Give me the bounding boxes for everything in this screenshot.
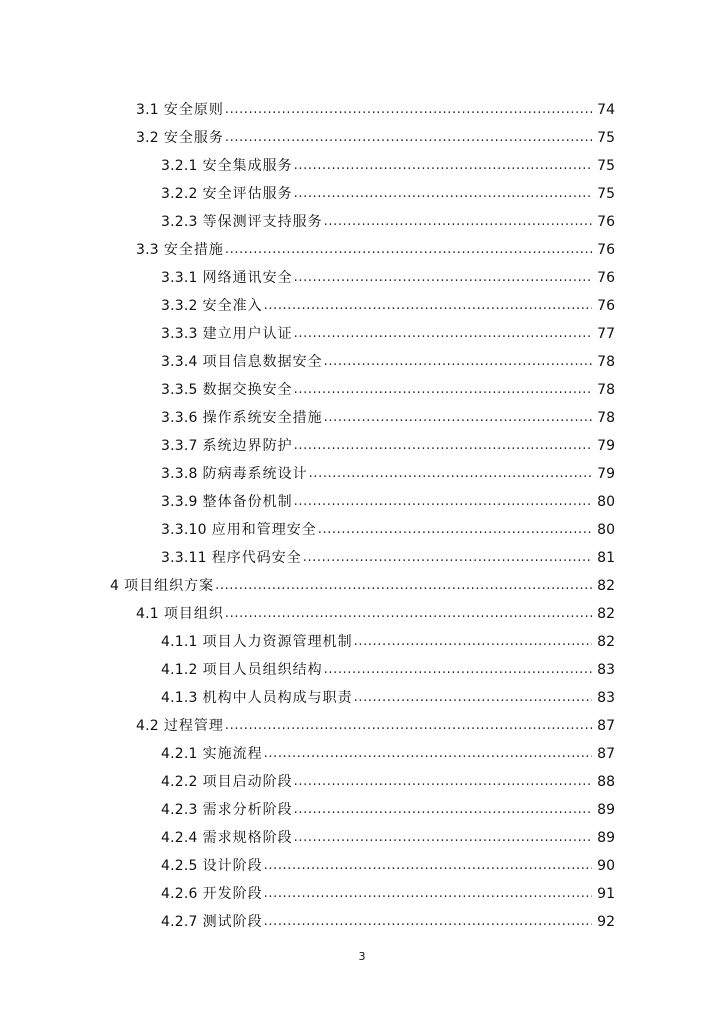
toc-dot-leader — [294, 184, 592, 204]
toc-entry-number: 4.2.6 — [161, 886, 198, 902]
toc-entry-title: 项目组织 — [163, 606, 224, 622]
toc-entry-title: 建立用户认证 — [202, 326, 293, 342]
toc-entry-page-number: 79 — [597, 466, 615, 482]
toc-entry-page-number: 75 — [597, 130, 615, 146]
toc-entry-page-number: 75 — [597, 158, 615, 174]
toc-dot-leader — [225, 128, 592, 148]
toc-dot-leader — [294, 772, 592, 792]
toc-entry-title: 安全措施 — [163, 242, 224, 258]
toc-dot-leader — [294, 828, 592, 848]
toc-entry[interactable] — [0, 512, 724, 540]
toc-entry-number: 3.1 — [136, 102, 159, 118]
toc-entry-page-number: 91 — [597, 886, 615, 902]
toc-entry-title: 需求分析阶段 — [202, 802, 293, 818]
toc-dot-leader — [294, 380, 592, 400]
toc-entry-number: 3.3.1 — [161, 270, 198, 286]
toc-entry-number: 3.3.3 — [161, 326, 198, 342]
toc-entry-title: 程序代码安全 — [211, 550, 302, 566]
toc-dot-leader — [264, 856, 592, 876]
toc-dot-leader — [309, 464, 592, 484]
toc-dot-leader — [215, 576, 592, 596]
toc-entry[interactable] — [0, 568, 724, 596]
toc-entry-number: 4.1 — [136, 606, 159, 622]
toc-entry-page-number: 87 — [597, 746, 615, 762]
toc-dot-leader — [294, 268, 592, 288]
toc-entry-number: 3.3.6 — [161, 410, 198, 426]
toc-entry-page-number: 89 — [597, 830, 615, 846]
toc-entry-title: 安全服务 — [163, 130, 224, 146]
toc-entry[interactable] — [0, 708, 724, 736]
toc-entry[interactable] — [0, 176, 724, 204]
toc-entry-page-number: 76 — [597, 298, 615, 314]
toc-entry-title: 项目人员组织结构 — [202, 662, 323, 678]
toc-dot-leader — [354, 688, 592, 708]
toc-dot-leader — [225, 100, 592, 120]
toc-dot-leader — [324, 212, 592, 232]
toc-dot-leader — [264, 296, 592, 316]
toc-entry-page-number: 76 — [597, 242, 615, 258]
toc-entry-title: 项目人力资源管理机制 — [202, 634, 353, 650]
toc-entry-title: 安全评估服务 — [202, 186, 293, 202]
toc-dot-leader — [264, 912, 592, 932]
toc-dot-leader — [264, 884, 592, 904]
toc-entry-page-number: 89 — [597, 802, 615, 818]
toc-entry-number: 4 — [110, 578, 120, 594]
toc-entry[interactable] — [0, 372, 724, 400]
toc-entry-number: 3.3.11 — [161, 550, 207, 566]
toc-entry-page-number: 76 — [597, 214, 615, 230]
toc-entry-page-number: 79 — [597, 438, 615, 454]
toc-entry-number: 3.3.9 — [161, 494, 198, 510]
toc-entry[interactable] — [0, 316, 724, 344]
toc-entry[interactable] — [0, 624, 724, 652]
toc-entry-title: 数据交换安全 — [202, 382, 293, 398]
toc-entry[interactable] — [0, 876, 724, 904]
toc-dot-leader — [294, 492, 592, 512]
toc-entry-number: 3.2.1 — [161, 158, 198, 174]
toc-entry-number: 3.3 — [136, 242, 159, 258]
toc-entry-page-number: 78 — [597, 382, 615, 398]
toc-entry[interactable] — [0, 596, 724, 624]
toc-entry-title: 实施流程 — [202, 746, 263, 762]
toc-entry[interactable] — [0, 92, 724, 120]
toc-entry-title: 应用和管理安全 — [211, 522, 317, 538]
toc-entry-title: 设计阶段 — [202, 858, 263, 874]
toc-entry[interactable] — [0, 792, 724, 820]
toc-entry[interactable] — [0, 344, 724, 372]
toc-entry[interactable] — [0, 736, 724, 764]
toc-entry-title: 测试阶段 — [202, 914, 263, 930]
toc-entry-page-number: 90 — [597, 858, 615, 874]
table-of-contents — [0, 92, 724, 932]
toc-entry-number: 4.2.4 — [161, 830, 198, 846]
toc-dot-leader — [324, 408, 592, 428]
toc-entry-page-number: 82 — [597, 578, 615, 594]
toc-entry-number: 4.2.1 — [161, 746, 198, 762]
toc-entry-title: 需求规格阶段 — [202, 830, 293, 846]
toc-entry[interactable] — [0, 820, 724, 848]
toc-entry-title: 安全原则 — [163, 102, 224, 118]
toc-entry[interactable] — [0, 232, 724, 260]
toc-entry[interactable] — [0, 904, 724, 932]
toc-entry[interactable] — [0, 680, 724, 708]
toc-entry-page-number: 80 — [597, 522, 615, 538]
toc-entry-page-number: 75 — [597, 186, 615, 202]
toc-entry[interactable] — [0, 288, 724, 316]
toc-entry-number: 4.2 — [136, 718, 159, 734]
toc-entry[interactable] — [0, 400, 724, 428]
toc-entry-number: 3.3.7 — [161, 438, 198, 454]
toc-entry-title: 网络通讯安全 — [202, 270, 293, 286]
toc-entry-number: 4.1.3 — [161, 690, 198, 706]
toc-entry-number: 3.3.4 — [161, 354, 198, 370]
toc-entry[interactable] — [0, 848, 724, 876]
toc-dot-leader — [294, 324, 592, 344]
toc-entry-number: 3.3.10 — [161, 522, 207, 538]
toc-entry-title: 系统边界防护 — [202, 438, 293, 454]
toc-entry-number: 3.2.2 — [161, 186, 198, 202]
toc-dot-leader — [225, 604, 592, 624]
toc-entry-title: 安全准入 — [202, 298, 263, 314]
toc-entry[interactable] — [0, 148, 724, 176]
toc-entry[interactable] — [0, 540, 724, 568]
toc-entry-number: 3.2.3 — [161, 214, 198, 230]
toc-entry-number: 3.3.5 — [161, 382, 198, 398]
toc-entry-number: 4.2.7 — [161, 914, 198, 930]
toc-entry-page-number: 81 — [597, 550, 615, 566]
toc-entry-page-number: 92 — [597, 914, 615, 930]
toc-dot-leader — [294, 436, 592, 456]
toc-entry-title: 操作系统安全措施 — [202, 410, 323, 426]
toc-entry-title: 安全集成服务 — [202, 158, 293, 174]
toc-entry-number: 3.3.2 — [161, 298, 198, 314]
toc-entry-page-number: 78 — [597, 410, 615, 426]
toc-entry[interactable] — [0, 120, 724, 148]
toc-entry-page-number: 83 — [597, 690, 615, 706]
toc-entry-title: 项目组织方案 — [124, 578, 215, 594]
toc-entry-number: 4.2.5 — [161, 858, 198, 874]
toc-entry[interactable] — [0, 260, 724, 288]
toc-entry-title: 机构中人员构成与职责 — [202, 690, 353, 706]
toc-entry[interactable] — [0, 484, 724, 512]
toc-entry-title: 项目信息数据安全 — [202, 354, 323, 370]
toc-entry-page-number: 83 — [597, 662, 615, 678]
toc-entry-title: 防病毒系统设计 — [202, 466, 308, 482]
toc-dot-leader — [225, 240, 592, 260]
toc-entry-page-number: 78 — [597, 354, 615, 370]
toc-entry[interactable] — [0, 204, 724, 232]
toc-entry[interactable] — [0, 428, 724, 456]
toc-entry[interactable] — [0, 456, 724, 484]
toc-entry-page-number: 82 — [597, 606, 615, 622]
toc-entry-title: 开发阶段 — [202, 886, 263, 902]
toc-dot-leader — [225, 716, 592, 736]
toc-entry-page-number: 82 — [597, 634, 615, 650]
toc-dot-leader — [303, 548, 592, 568]
toc-dot-leader — [318, 520, 592, 540]
toc-entry-page-number: 88 — [597, 774, 615, 790]
toc-entry-page-number: 87 — [597, 718, 615, 734]
toc-entry-number: 4.2.3 — [161, 802, 198, 818]
toc-entry-number: 4.1.2 — [161, 662, 198, 678]
toc-entry[interactable] — [0, 652, 724, 680]
toc-dot-leader — [324, 352, 592, 372]
toc-dot-leader — [324, 660, 592, 680]
toc-entry[interactable] — [0, 764, 724, 792]
toc-dot-leader — [294, 800, 592, 820]
toc-entry-title: 整体备份机制 — [202, 494, 293, 510]
toc-entry-page-number: 80 — [597, 494, 615, 510]
toc-entry-number: 4.2.2 — [161, 774, 198, 790]
toc-entry-page-number: 77 — [597, 326, 615, 342]
toc-entry-title: 等保测评支持服务 — [202, 214, 323, 230]
toc-entry-number: 3.2 — [136, 130, 159, 146]
toc-entry-page-number: 74 — [597, 102, 615, 118]
toc-entry-title: 项目启动阶段 — [202, 774, 293, 790]
toc-entry-number: 4.1.1 — [161, 634, 198, 650]
toc-dot-leader — [354, 632, 592, 652]
toc-entry-number: 3.3.8 — [161, 466, 198, 482]
toc-dot-leader — [294, 156, 592, 176]
toc-dot-leader — [264, 744, 592, 764]
footer-page-number: 3 — [358, 950, 366, 963]
toc-entry-title: 过程管理 — [163, 718, 224, 734]
toc-entry-page-number: 76 — [597, 270, 615, 286]
